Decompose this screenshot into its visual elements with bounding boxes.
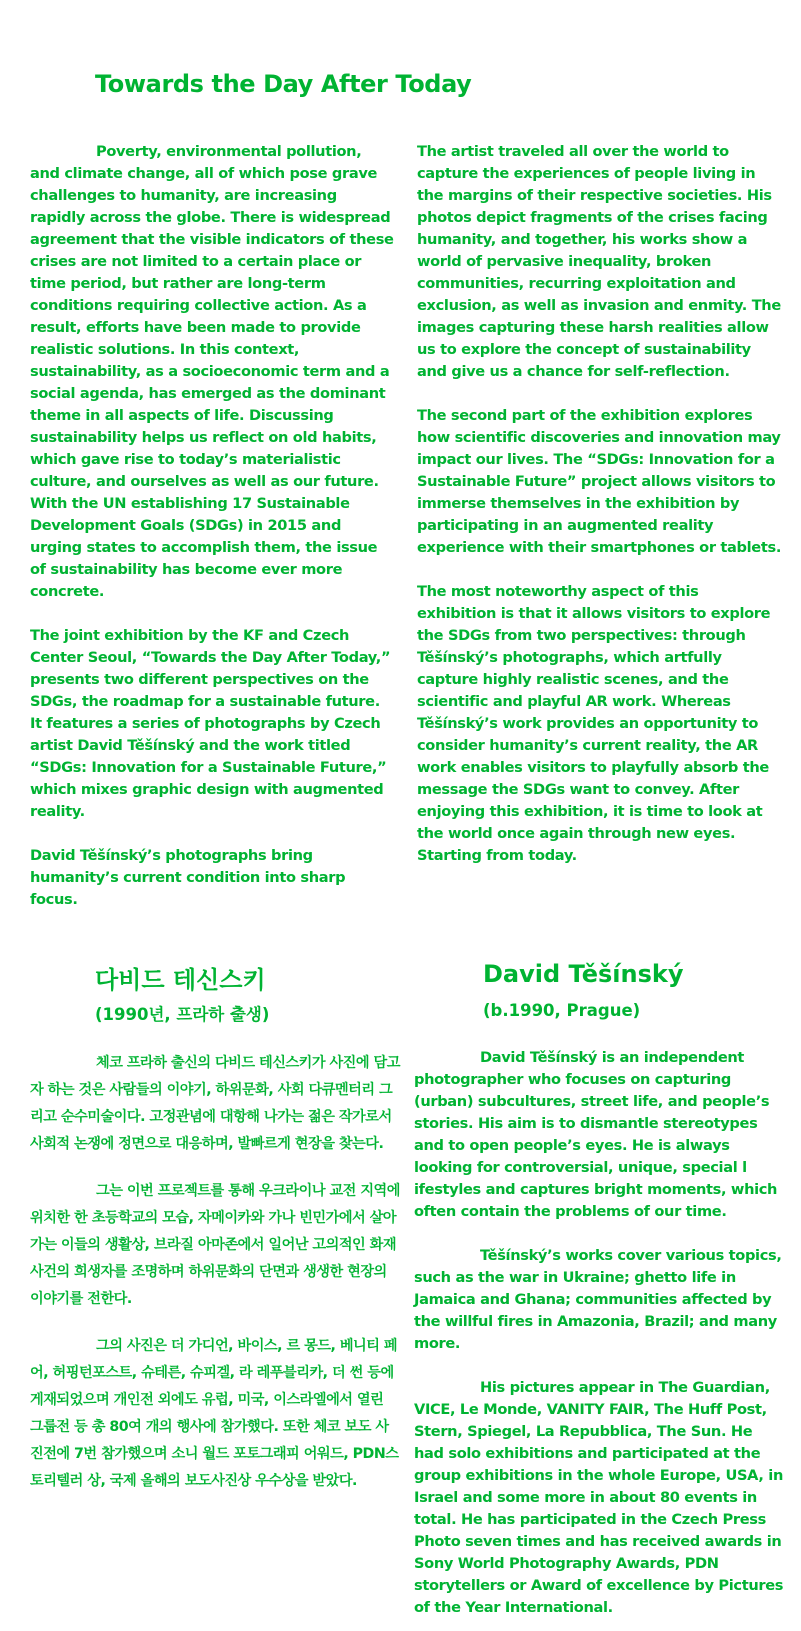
intro-paragraph: The second part of the exhibition explores how scientific discoveries and innovation may impact our lives. The “SDGs: Innovation for a Sustainable Future” project allows visitors to immerse themselves in the exhibition by participating in an augmented reality experience with their smartphones or tablets. bbox=[417, 407, 782, 556]
artist-birth-korean: (1990년, 프라하 출생) bbox=[95, 1005, 270, 1024]
bio-paragraph: His pictures appear in The Guardian, VICE, Le Monde, VANITY FAIR, The Huff Post, Stern, Spiegel, La Repubblica, The Sun. He had solo exhibitions and participated at the group exhibitions in the whole Europe, USA, in Israel and some more in about 80 events in total. He has participated in the Czech Press Photo seven times and has received awards in Sony World Photography Awards, PDN storytellers or Award of excellence by Pictures of the Year International. bbox=[414, 1379, 784, 1616]
page-title: Towards the Day After Today bbox=[95, 70, 472, 98]
intro-paragraph: The joint exhibition by the KF and Czech Center Seoul, “Towards the Day After Today,” presents two different perspectives on the SDGs, the roadmap for a sustainable future. It features a series of photographs by Czech artist David Těšínský and the work titled “SDGs: Innovation for a Sustainable Future,” which mixes graphic design with augmented reality. bbox=[30, 627, 391, 820]
intro-paragraph: Poverty, environmental pollution, and climate change, all of which pose grave challenges to humanity, are increasing rapidly across the globe. There is widespread agreement that the visible indicators of these crises are not limited to a certain place or time period, but rather are long-term conditions requiring collective action. As a result, efforts have been made to provide realistic solutions. In this context, sustainability, as a socioeconomic term and a social agenda, has emerged as the dominant theme in all aspects of life. Discussing sustainability helps us reflect on old habits, which gave rise to today’s materialistic culture, and ourselves as well as our future. With the UN establishing 17 Sustainable Development Goals (SDGs) in 2015 and urging states to accomplish them, the issue of sustainability has become ever more concrete. bbox=[30, 143, 394, 600]
artist-name-korean: 다비드 테신스키 bbox=[95, 966, 266, 994]
intro-left-column bbox=[30, 141, 395, 911]
intro-paragraph: The most noteworthy aspect of this exhibition is that it allows visitors to explore the SDGs from two perspectives: through Těšínský’s photographs, which artfully capture highly realistic scenes, and the scientific and playful AR work. Whereas Těšínský’s work provides an opportunity to consider humanity’s current reality, the AR work enables visitors to playfully absorb the message the SDGs want to convey. After enjoying this exhibition, it is time to look at the world once again through new eyes. Starting from today. bbox=[417, 583, 771, 864]
bio-paragraph: Těšínský’s works cover various topics, such as the war in Ukraine; ghetto life in Jamaica and Ghana; communities affected by the willful fires in Amazonia, Brazil; and many more. bbox=[414, 1247, 782, 1352]
artist-name-english: David Těšínský bbox=[483, 960, 684, 988]
bio-paragraph: 체코 프라하 출신의 다비드 테신스키가 사진에 담고자 하는 것은 사람들의 이야기, 하위문화, 사회 다큐멘터리 그리고 순수미술이다. 고정관념에 대항해 나가는 젊은 작가로서 사회적 논쟁에 정면으로 대응하며, 발빠르게 현장을 찾는다. bbox=[30, 1055, 400, 1152]
bio-paragraph: David Těšínský is an independent photographer who focuses on capturing (urban) subcultures, street life, and people’s stories. His aim is to dismantle stereotypes and to open people’s eyes. He is always looking for controversial, unique, special l ifestyles and captures bright moments, which often contain the problems of our time. bbox=[414, 1049, 778, 1220]
intro-paragraph: David Těšínský’s photographs bring humanity’s current condition into sharp focus. bbox=[30, 847, 346, 908]
intro-right-column bbox=[417, 141, 782, 867]
bio-english-column bbox=[414, 1047, 784, 1619]
bio-korean-column bbox=[30, 1050, 400, 1495]
bio-paragraph: 그는 이번 프로젝트를 통해 우크라이나 교전 지역에 위치한 한 초등학교의 모습, 자메이카와 가나 빈민가에서 살아가는 이들의 생활상, 브라질 아마존에서 일어난 고의적인 화재사건의 희생자를 조명하며 하위문화의 단면과 생생한 현장의 이야기를 전한다. bbox=[30, 1183, 400, 1307]
bio-paragraph: 그의 사진은 더 가디언, 바이스, 르 몽드, 베니티 페어, 허핑턴포스트, 슈테른, 슈피겔, 라 레푸블리카, 더 썬 등에 게재되었으며 개인전 외에도 유럽, 미국, 이스라엘에서 열린 그룹전 등 총 80여 개의 행사에 참가했다. 또한 체코 보도 사진전에 7번 참가했으며 소니 월드 포토그래피 어워드, PDN스토리텔러 상, 국제 올해의 보도사진상 우수상을 받았다. bbox=[30, 1338, 399, 1489]
intro-paragraph: The artist traveled all over the world to capture the experiences of people living in the margins of their respective societies. His photos depict fragments of the crises facing humanity, and together, his works show a world of pervasive inequality, broken communities, recurring exploitation and exclusion, as well as invasion and enmity. The images capturing these harsh realities allow us to explore the concept of sustainability and give us a chance for self-reflection. bbox=[417, 143, 781, 380]
artist-birth-english: (b.1990, Prague) bbox=[483, 1001, 641, 1020]
